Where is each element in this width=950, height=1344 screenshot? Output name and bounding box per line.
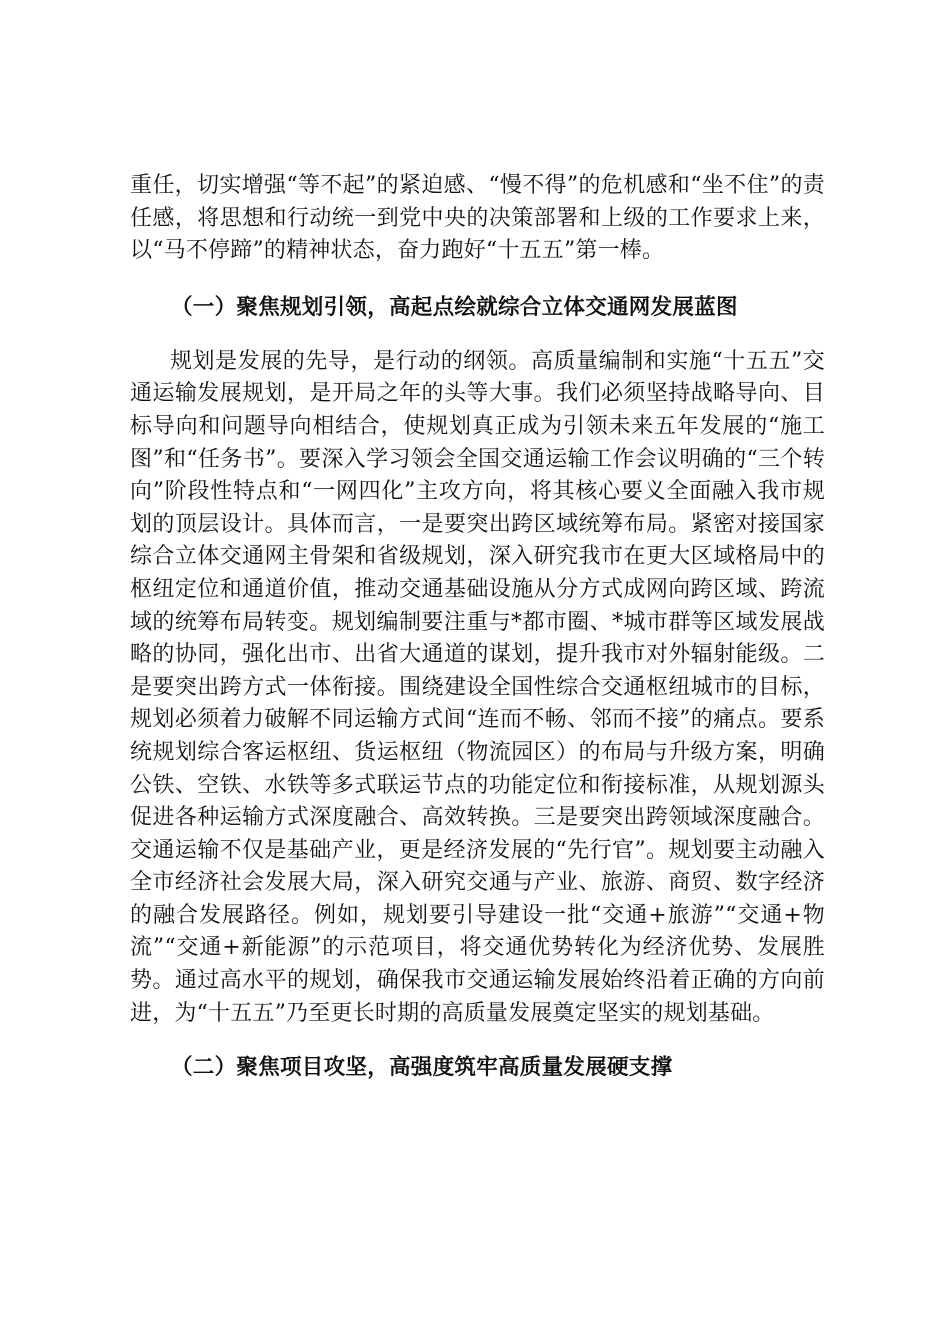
document-body bbox=[130, 170, 825, 1084]
paragraph-continued: 重任，切实增强“等不起”的紧迫感、“慢不得”的危机感和“坐不住”的责任感，将思想和行动统一到党中央的决策部署和上级的工作要求上来，以“马不停蹄”的精神状态，奋力跑好“十五五”第一棒。 bbox=[130, 173, 825, 264]
section-heading-1: （一）聚焦规划引领，高起点绘就综合立体交通网发展蓝图 bbox=[171, 294, 738, 320]
spacer bbox=[130, 324, 825, 346]
section-heading-2: （二）聚焦项目攻坚，高强度筑牢高质量发展硬支撑 bbox=[171, 1055, 673, 1081]
spacer bbox=[130, 268, 825, 292]
paragraph-planning: 规划是发展的先导，是行动的纲领。高质量编制和实施“十五五”交通运输发展规划，是开局之年的头等大事。我们必须坚持战略导向、目标导向和问题导向相结合，使规划真正成为引领未来五年发展的“施工图”和“任务书”。要深入学习领会全国交通运输工作会议明确的“三个转向”阶段性特点和“一网四化”主攻方向，将其核心要义全面融入我市规划的顶层设计。具体而言，一是要突出跨区域统筹布局。紧密对接国家综合立体交通网主骨架和省级规划，深入研究我市在更大区域格局中的枢纽定位和通道价值，推动交通基础设施从分方式成网向跨区域、跨流域的统筹布局转变。规划编制要注重与*都市圈、*城市群等区域发展战略的协同，强化出市、出省大通道的谋划，提升我市对外辐射能级。二是要突出跨方式一体衔接。围绕建设全国性综合交通枢纽城市的目标，规划必须着力破解不同运输方式间“连而不畅、邻而不接”的痛点。要系统规划综合客运枢纽、货运枢纽（物流园区）的布局与升级方案，明确公铁、空铁、水铁等多式联运节点的功能定位和衔接标准，从规划源头促进各种运输方式深度融合、高效转换。三是要突出跨领域深度融合。交通运输不仅是基础产业，更是经济发展的“先行官”。规划要主动融入全市经济社会发展大局，深入研究交通与产业、旅游、商贸、数字经济的融合发展路径。例如，规划要引导建设一批“交通+旅游”“交通+物流”“交通+新能源”的示范项目，将交通优势转化为经济优势、发展胜势。通过高水平的规划，确保我市交通运输发展始终沿着正确的方向前进，为“十五五”乃至更长时期的高质量发展奠定坚实的规划基础。 bbox=[130, 348, 825, 1026]
spacer bbox=[130, 1030, 825, 1052]
